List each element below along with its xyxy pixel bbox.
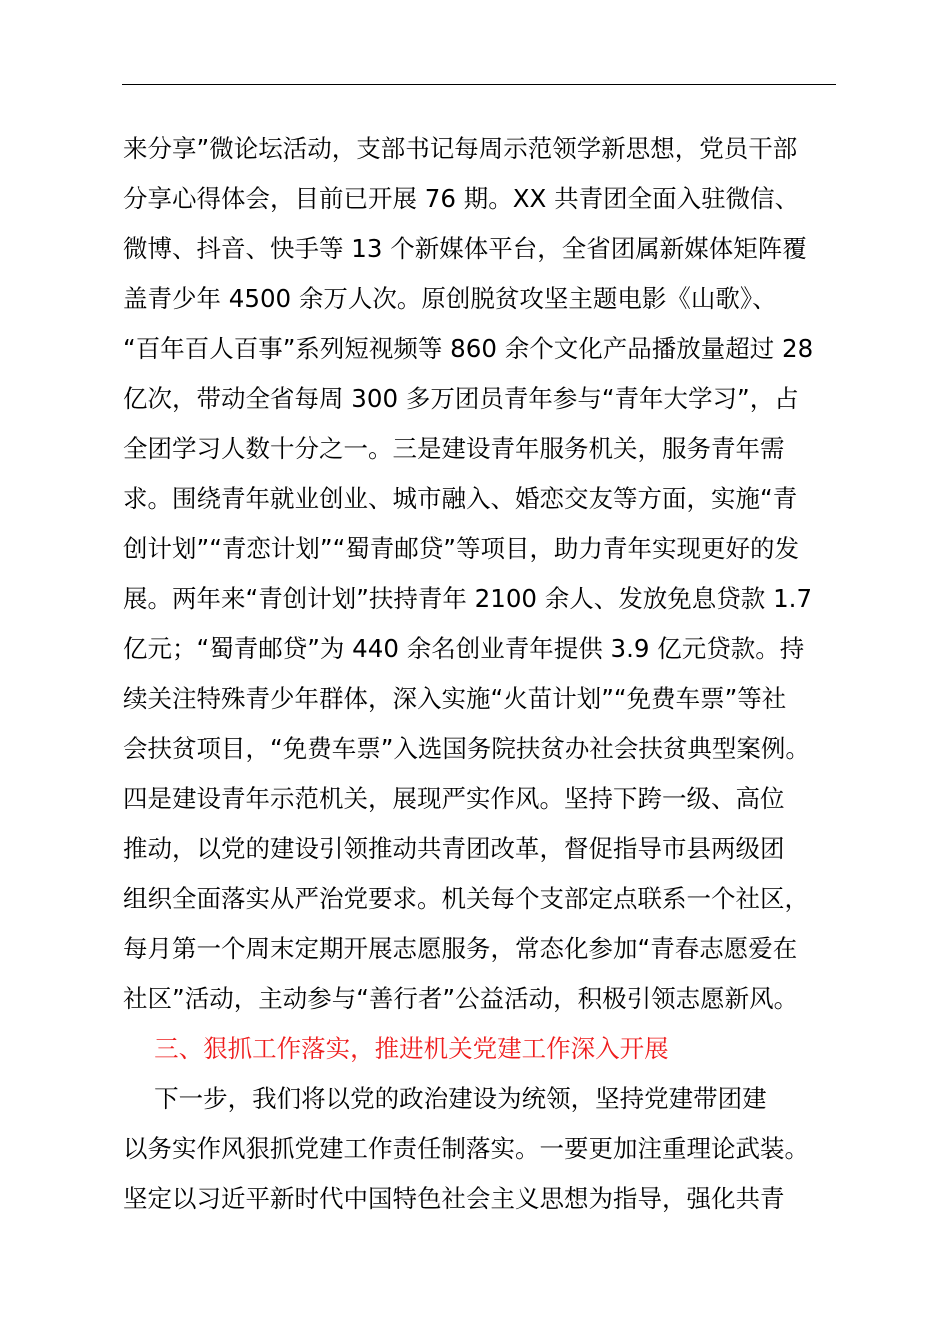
text-line: 下一步，我们将以党的政治建设为统领，坚持党建带团建 — [123, 1084, 767, 1113]
text-line: 坚定以习近平新时代中国特色社会主义思想为指导，强化共青 — [123, 1184, 785, 1213]
paragraph-1 — [123, 124, 863, 1024]
text-line: 微博、抖音、快手等 13 个新媒体平台，全省团属新媒体矩阵覆 — [123, 234, 807, 263]
text-line: 展。两年来“青创计划”扶持青年 2100 余人、发放免息贷款 1.7 — [123, 584, 813, 613]
paragraph-2 — [123, 1074, 863, 1224]
text-line: 来分享”微论坛活动，支部书记每周示范领学新思想，党员干部 — [123, 134, 798, 163]
document-body — [123, 124, 863, 1224]
text-line: 亿元；“蜀青邮贷”为 440 余名创业青年提供 3.9 亿元贷款。持 — [123, 634, 805, 663]
text-line: 以务实作风狠抓党建工作责任制落实。一要更加注重理论武装。 — [123, 1134, 809, 1163]
text-line: 盖青少年 4500 余万人次。原创脱贫攻坚主题电影《山歌》、 — [123, 284, 777, 313]
text-line: 每月第一个周末定期开展志愿服务，常态化参加“青春志愿爱在 — [123, 934, 798, 963]
text-line: 会扶贫项目，“免费车票”入选国务院扶贫办社会扶贫典型案例。 — [123, 734, 810, 763]
text-line: 亿次，带动全省每周 300 多万团员青年参与“青年大学习”，占 — [123, 384, 799, 413]
text-line: 分享心得体会，目前已开展 76 期。XX 共青团全面入驻微信、 — [123, 184, 800, 213]
text-line: 全团学习人数十分之一。三是建设青年服务机关，服务青年需 — [123, 434, 785, 463]
text-line: 四是建设青年示范机关，展现严实作风。坚持下跨一级、高位 — [123, 784, 785, 813]
section-heading: 三、狠抓工作落实，推进机关党建工作深入开展 — [123, 1034, 669, 1063]
text-line: 续关注特殊青少年群体，深入实施“火苗计划”“免费车票”等社 — [123, 684, 787, 713]
text-line: “百年百人百事”系列短视频等 860 余个文化产品播放量超过 28 — [123, 334, 814, 363]
text-line: 社区”活动，主动参与“善行者”公益活动，积极引领志愿新风。 — [123, 984, 799, 1013]
text-line: 组织全面落实从严治党要求。机关每个支部定点联系一个社区， — [123, 884, 809, 913]
text-line: 创计划”“青恋计划”“蜀青邮贷”等项目，助力青年实现更好的发 — [123, 534, 799, 563]
header-rule — [122, 84, 836, 85]
text-line: 推动，以党的建设引领推动共青团改革，督促指导市县两级团 — [123, 834, 785, 863]
text-line: 求。围绕青年就业创业、城市融入、婚恋交友等方面，实施“青 — [123, 484, 798, 513]
